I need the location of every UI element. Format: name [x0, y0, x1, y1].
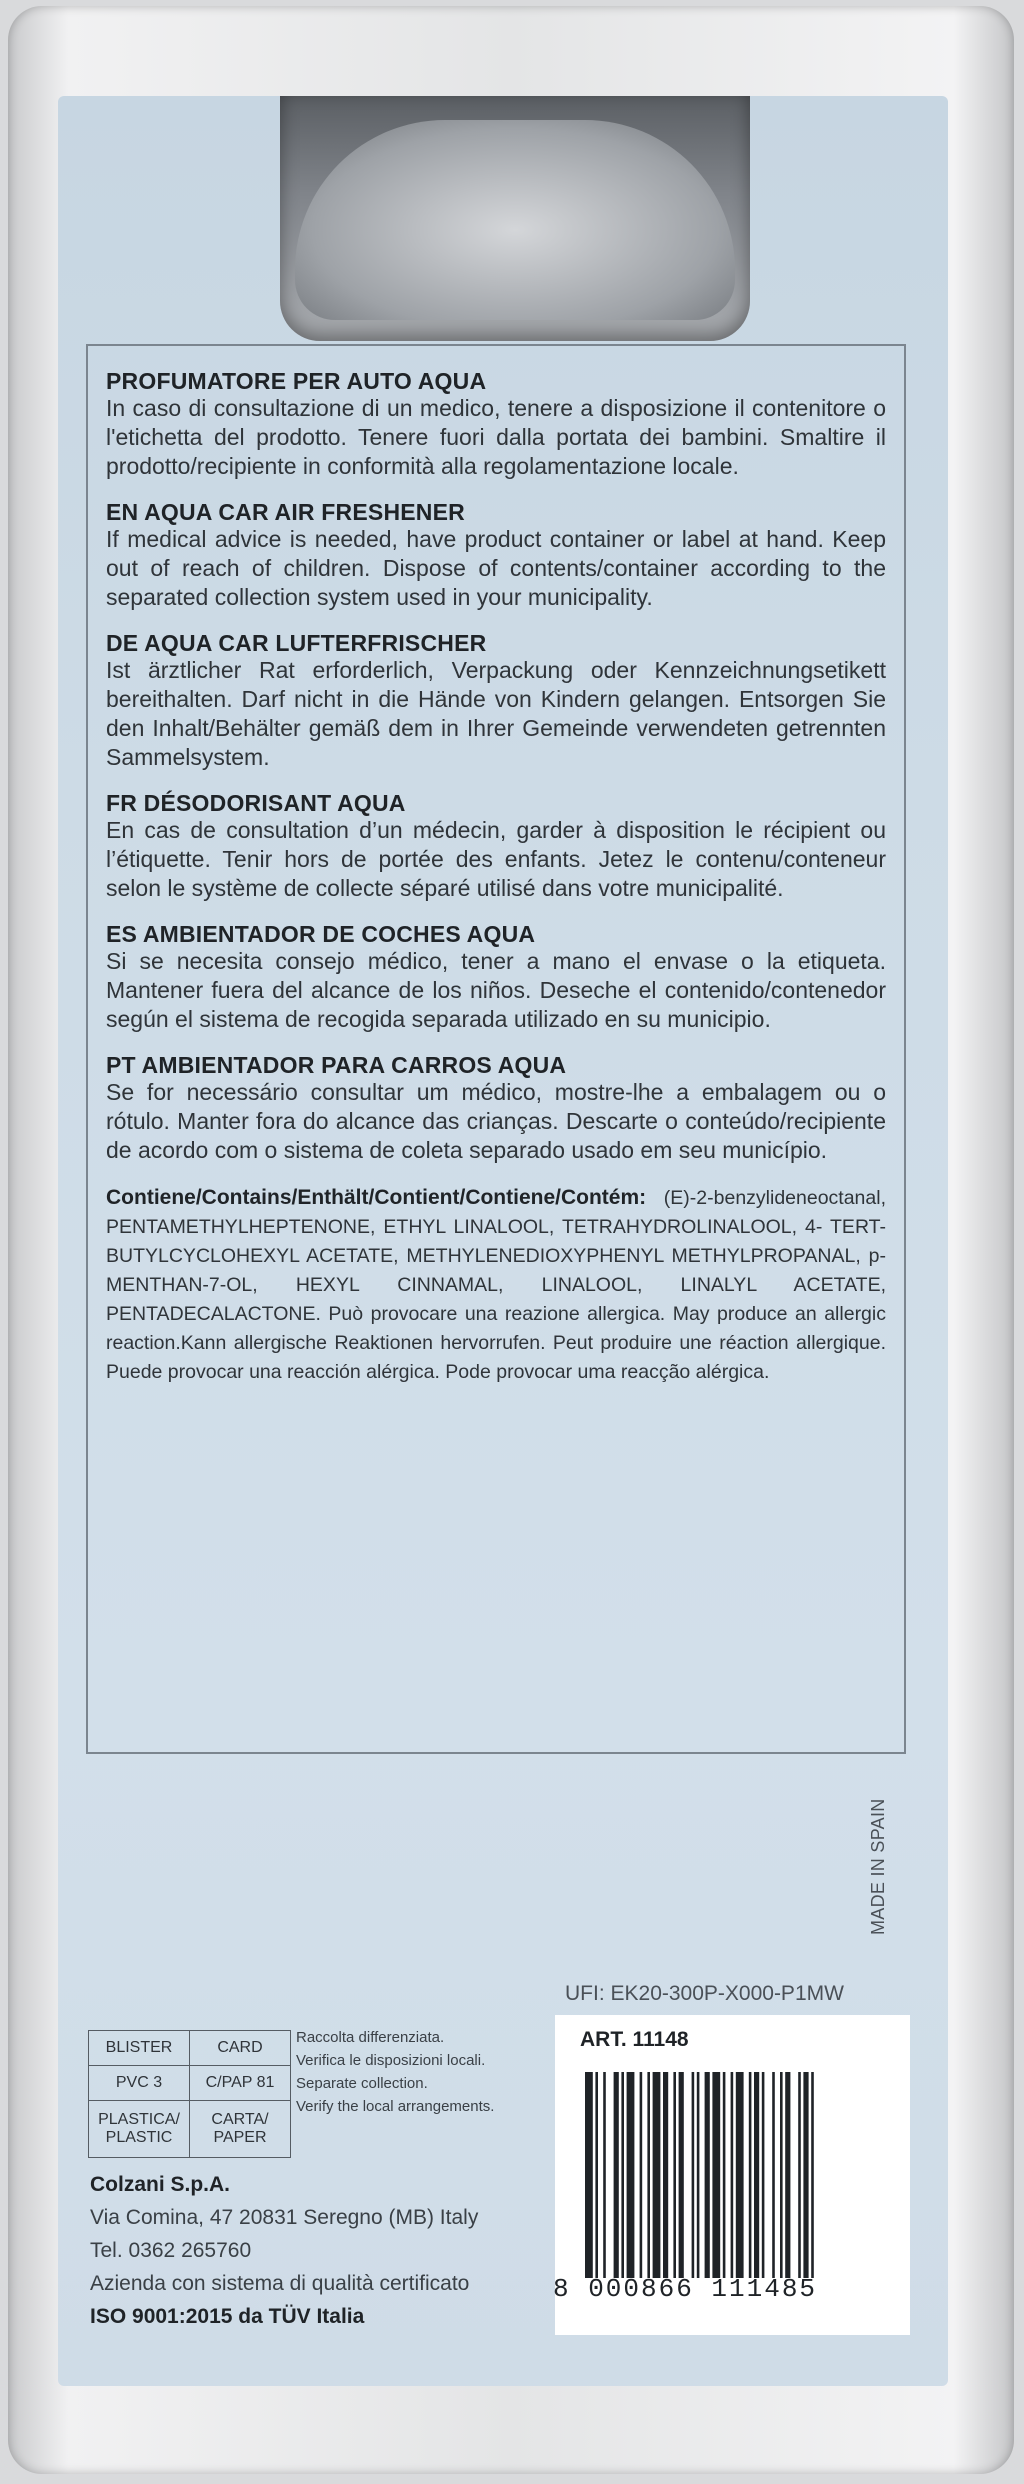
barcode-bar: [653, 2072, 661, 2278]
safety-text-box: [86, 344, 906, 1754]
recycling-table: [88, 2030, 291, 2158]
recycling-note-line: Verify the local arrangements.: [296, 2098, 495, 2115]
company-address: Via Comina, 47 20831 Seregno (MB) Italy: [90, 2206, 479, 2229]
section-en: [106, 499, 886, 612]
ingredients-paragraph: [106, 1183, 886, 1387]
section-body: Si se necesita consejo médico, tener a mano el envase o la etiqueta. Mantener fuera del alcance de los niños. Deseche el contenido/contenedor según el sistema de recogida separada utilizado en su municipio.: [106, 948, 886, 1032]
barcode-bar: [697, 2072, 700, 2278]
section-body: Ist ärztlicher Rat erforderlich, Verpackung oder Kennzeichnungsetikett bereithalten. Darf nicht in die Hände von Kindern gelangen. Entsorgen Sie den Inhalt/Behälter gemäß dem in Ihrer Gemeinde verwendeten getrennten Sammelsystem.: [106, 657, 886, 770]
section-body: In caso di consultazione di un medico, tenere a disposizione il contenitore o l'etichetta del prodotto. Tenere fuori dalla portata dei bambini. Smaltire il prodotto/recipiente in conformità alla regolamentazione locale.: [106, 395, 886, 479]
section-pt: [106, 1052, 886, 1165]
barcode-bar: [705, 2072, 710, 2278]
barcode-bar: [798, 2072, 801, 2278]
barcode-bar: [640, 2072, 643, 2278]
recycling-note-line: Verifica le disposizioni locali.: [296, 2052, 486, 2069]
section-body: Se for necessário consultar um médico, mostre-lhe a embalagem ou o rótulo. Manter fora do alcance das crianças. Descarte o conteúdo/recipiente de acordo com o sistema de coleta separado usado em seu município.: [106, 1079, 886, 1163]
barcode-bar: [780, 2072, 783, 2278]
ingredients-label: Contiene/Contains/Enthält/Contient/Contiene/Contém:: [106, 1186, 647, 1209]
recycling-note: [296, 2026, 494, 2118]
section-title: FR DÉSODORISANT AQUA: [106, 790, 406, 816]
barcode-bar: [785, 2072, 790, 2278]
section-fr: [106, 790, 886, 903]
barcode-bar: [692, 2072, 695, 2278]
recycling-cell: CARTA/ PAPER: [190, 2101, 291, 2158]
recycling-note-line: Separate collection.: [296, 2075, 428, 2092]
section-es: [106, 921, 886, 1034]
barcode-bar: [595, 2072, 598, 2278]
barcode-bar: [621, 2072, 624, 2278]
barcode-bar: [647, 2072, 650, 2278]
company-tel: Tel. 0362 265760: [90, 2239, 252, 2262]
barcode-bar: [712, 2072, 720, 2278]
company-iso: ISO 9001:2015 da TÜV Italia: [90, 2305, 365, 2328]
section-de: [106, 630, 886, 772]
barcode-digits: 8 000866 111485: [553, 2274, 818, 2304]
barcode-bar: [673, 2072, 676, 2278]
section-body: En cas de consultation d’un médecin, garder à disposition le récipient ou l’étiquette. Tenir hors de portée des enfants. Jetez le contenu/conteneur selon le système de collecte séparé utilisé dans votre municipalité.: [106, 817, 886, 901]
ingredients-text: (E)-2-benzylideneoctanal, PENTAMETHYLHEPTENONE, ETHYL LINALOOL, TETRAHYDROLINALOOL, 4- TERT-BUTYLCYCLOHEXYL ACETATE, METHYLENEDIOXYPHENYL METHYLPROPANAL, p-MENTHAN-7-OL, HEXYL CINNAMAL, LINALOOL, LINALYL ACETATE, PENTADECALACTONE. Può provocare una reazione allergica. May produce an allergic reaction.Kann allergische Reaktionen hervorrufen. Peut produire une réaction allergique. Puede provocar una reacción alérgica. Pode provocar uma reacção alérgica.: [106, 1187, 886, 1383]
section-title: EN AQUA CAR AIR FRESHENER: [106, 499, 465, 525]
recycling-cell: C/PAP 81: [190, 2066, 291, 2101]
barcode-bar: [614, 2072, 619, 2278]
made-in-label: MADE IN SPAIN: [868, 1798, 888, 1935]
barcode-bar: [603, 2072, 606, 2278]
hang-hole: [295, 120, 735, 320]
company-name: Colzani S.p.A.: [90, 2173, 231, 2196]
recycling-note-line: Raccolta differenziata.: [296, 2029, 445, 2046]
section-body: If medical advice is needed, have product container or label at hand. Keep out of reach of children. Dispose of contents/container according to the separated collection system used in your municipality.: [106, 526, 886, 610]
article-number: ART. 11148: [580, 2028, 689, 2051]
barcode-bar: [723, 2072, 726, 2278]
section-title: PT AMBIENTADOR PARA CARROS AQUA: [106, 1052, 567, 1078]
barcode-bar: [679, 2072, 684, 2278]
barcode-bar: [803, 2072, 808, 2278]
section-title: PROFUMATORE PER AUTO AQUA: [106, 368, 487, 394]
barcode-icon: [583, 2072, 893, 2278]
barcode-bar: [627, 2072, 635, 2278]
barcode-bar: [585, 2072, 593, 2278]
barcode-bar: [736, 2072, 744, 2278]
barcode-bar: [663, 2072, 668, 2278]
recycling-cell: PLASTICA/ PLASTIC: [89, 2101, 190, 2158]
barcode-bar: [749, 2072, 752, 2278]
barcode-bar: [811, 2072, 814, 2278]
company-info: [90, 2168, 478, 2333]
barcode-bar: [754, 2072, 759, 2278]
barcode-bar: [762, 2072, 765, 2278]
section-title: DE AQUA CAR LUFTERFRISCHER: [106, 630, 487, 656]
barcode-bar: [731, 2072, 734, 2278]
recycling-cell: CARD: [190, 2031, 291, 2066]
recycling-cell: BLISTER: [89, 2031, 190, 2066]
ufi-code: UFI: EK20-300P-X000-P1MW: [565, 1982, 844, 2005]
recycling-cell: PVC 3: [89, 2066, 190, 2101]
section-it: [106, 368, 886, 481]
section-title: ES AMBIENTADOR DE COCHES AQUA: [106, 921, 536, 947]
barcode-bar: [772, 2072, 775, 2278]
company-quality: Azienda con sistema di qualità certificato: [90, 2272, 470, 2295]
